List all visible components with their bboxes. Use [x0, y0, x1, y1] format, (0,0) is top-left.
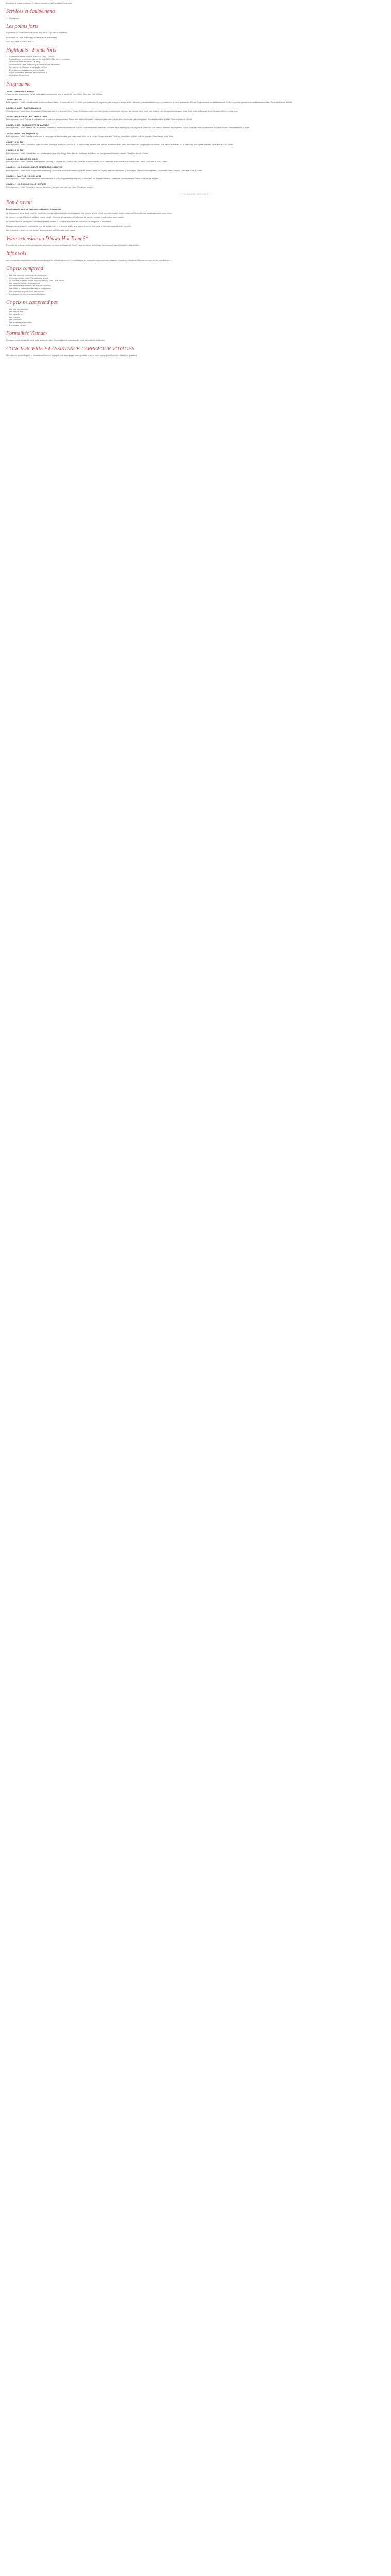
day-text: Petit-déjeuner à l'hôtel. Journée libre pour profiter de la plage d'An Bang, flâner dans les boutiques de tailleurs ou vous promener dans les rizières. Dîner libre et nuit à l'hôtel. — [6, 152, 149, 155]
list-item: • Découverte de Delta du Mékong en bateau et par les sentiers — [6, 64, 385, 66]
end-of-services-divider: *** FIN DE NOS SERVICES *** — [179, 193, 212, 195]
day-heading: JOUR 4 : BAIE D'HA LONG - HANOÏ - HUE — [6, 115, 47, 118]
bon-a-savoir-paragraph: Prévoyez des chaussures confortables pour les visites à pied et la journée à vélo, ainsi qu'une tenue correcte pour la visite des pagodes et des temples. — [6, 225, 131, 227]
programme-title: Programme — [6, 81, 31, 87]
list-item: • L'hébergement en hôtels 3* en chambre double — [6, 277, 385, 280]
list-item: • La croisière en jonque privée en baie d'Ha Long avec 1 nuit à bord — [6, 280, 385, 282]
list-item: • Croisière en bateau privé de Baie d'Ha Long — 2e nuit — [6, 56, 385, 58]
day-heading: JOUR 6 : HUE - HOI AN (140 KM) — [6, 132, 38, 135]
day-text: Petit-déjeuner à l'hôtel. Journée à vélo dans la campagne de Hue le matin, puis route vers Hoi An par le col des Nuages et arrêt à Da Nang. Installation à l'hôtel en fin de journée. Dîner libre et nuit à l'hôtel. — [6, 135, 174, 138]
list-item: • Visite du marché flottant de Cai Rang — [6, 61, 385, 63]
day-heading: JOUR 3 : HANOÏ - BAIE D'HA LONG — [6, 107, 41, 110]
day-block — [6, 115, 385, 121]
list-item: • L'assistance de notre représentant sur place — [6, 293, 385, 296]
day-block — [6, 158, 385, 163]
day-block — [6, 141, 385, 146]
services-title: Services et équipements — [6, 9, 56, 15]
day-heading: JOUR 7 : HOI AN — [6, 141, 23, 144]
points-line: Exploration du centre historique de Hoi An (UNESCO) à pied et en bateau — [6, 32, 67, 35]
day-text: Petit-déjeuner à l'hôtel. Visite de la Cité impériale, classée au patrimoine mondial de l'UNESCO, promenade en bateau sur la rivière des Parfums jusqu'à la pagode de Thien Mu, puis visite du tombeau de l'empereur Tu Duc. Déjeuner dans un restaurant de cuisine locale. Dîner libre et nuit à l'hôtel. — [6, 127, 250, 129]
hotels-text: Possibilité de prolonger votre séjour par une extension balnéaire au Dhawa Hoi Tram 5*, sur la côte sud du Vietnam. Nous consulter pour les tarifs et disponibilités. — [6, 244, 140, 246]
day-block — [6, 90, 385, 96]
formalites-title: Formalités Vietnam — [6, 331, 47, 337]
highlights-title: Highlights - Points forts — [6, 47, 56, 54]
list-item: • Les repas libres — [6, 313, 385, 316]
day-heading: JOUR 9 : HOI AN - HO CHI MINH — [6, 157, 38, 160]
bon-a-savoir-title: Bon à savoir — [6, 199, 33, 206]
day-text: Petit-déjeuner à l'hôtel. Visite matinale du marché flottant de Cai Rang puis retour vers Ho Chi Minh Ville. Fin d'après-midi libre. Dîner dans un restaurant de cuisine locale et nuit à l'hôtel. — [6, 177, 159, 180]
intro-text: Excursion à la carte composer. Ce prix ne comprend pas Formalités Consulaires — [6, 2, 73, 4]
day-text: À votre arrivée à l'aéroport d'Hanoï, votre guide vous accueille pour le transfert à votre hôtel. Dîner libre. Nuit à l'hôtel. — [6, 93, 103, 95]
programme-days — [6, 90, 385, 189]
day-block — [6, 132, 385, 138]
list-item: • Consignerie — [6, 17, 385, 20]
day-text: Petit-déjeuner à l'hôtel. Journée dédiée à la découverte d'Hanoï : le mausolée d'Ho Chi Minh (vue extérieure), la pagode au pilier unique, le temple de la Littérature, puis une balade en cyclo-pousse dans le vieux quartier des 36 rues. Déjeuner dans un restaurant local. En fin de journée, spectacle de marionnettes sur l'eau. Dîner libre et nuit à l'hôtel. — [6, 101, 293, 104]
day-block — [6, 183, 385, 189]
day-heading: JOUR 5 : HUE - DÉCOUVERTE DE LA VILLE — [6, 124, 50, 127]
list-item: • Assistance francophone — [6, 74, 385, 77]
day-block — [6, 107, 385, 112]
list-item: • Les vols internationaux — [6, 308, 385, 311]
list-item: • Les dépenses personnelles — [6, 321, 385, 324]
day-heading: JOUR 1 : ARRIVÉE À HANOÏ — [6, 90, 34, 93]
list-item: • Les vols intérieurs mentionnés au programme — [6, 274, 385, 277]
list-item: • Exploration du centre historique de Hoi An (UNESCO) à pied et en bateau — [6, 58, 385, 61]
list-item: • Les transferts et le transport en véhicule climatisé — [6, 285, 385, 287]
list-item: • Une journée à vélo dans la campagne de Hue — [6, 66, 385, 69]
services-list — [6, 17, 385, 20]
day-block — [6, 166, 385, 172]
list-item: • Les repas mentionnés au programme — [6, 282, 385, 285]
bon-a-savoir-paragraph: Le déroulement de ce circuit peut être modifié en fonction des conditions météorologiques, des horaires de vols et des impératifs locaux, tout en respectant l'ensemble des visites prévues au programme. — [6, 212, 172, 214]
bon-a-savoir-lead: Départ garanti à partir de 2 personnes et jusqu'à 16 personnes — [6, 208, 61, 210]
excluded-list — [6, 308, 385, 327]
infos-vols-text: Les horaires des vols intérieurs sont communiqués à titre indicatif et peuvent être modifiés par les compagnies aériennes. Les bagages en soute sont limités à 20 kg par personne sur les vols intérieurs. — [6, 259, 171, 262]
day-block — [6, 98, 385, 104]
points-title: Les points forts — [6, 24, 38, 30]
formalites-text: Passeport valide au moins 6 mois après la date de retour. Visa obligatoire, nous consulter pour les modalités d'obtention. — [6, 339, 106, 342]
day-heading: JOUR 8 : HOI AN — [6, 149, 23, 152]
day-heading: JOUR 2 : HANOÏ — [6, 98, 22, 101]
day-text: Petit-déjeuner à l'hôtel. Temps libre jusqu'au transfert à l'aéroport pour votre vol retour. Fin de nos services. — [6, 186, 94, 189]
list-item: • Les visites et entrées mentionnées au programme — [6, 287, 385, 290]
conciergerie-title: CONCIERGERIE ET ASSISTANCE CARREFOUR VOYAGES — [6, 346, 134, 352]
day-heading: JOUR 12 : HO CHI MINH VILLE - DÉPART — [6, 183, 46, 186]
included-title: Ce prix comprend — [6, 266, 43, 272]
day-text: Petit-déjeuner à l'hôtel. Route vers la baie d'Ha Long à travers le delta du Fleuve Rouge. Embarquement à bord d'une jonque traditionnelle. Déjeuner de fruits de mer à bord, puis croisière parmi les pitons karstiques, visite d'une grotte et baignade selon la saison. Dîner et nuit à bord. — [6, 110, 238, 112]
list-item: • Dîner dans un restaurant de cuisine locale — [6, 69, 385, 72]
list-item: • Les pourboires — [6, 319, 385, 321]
bon-a-savoir-paragraph: Les déjeuners et dîners non mentionnés au programme sont libres et à votre charge. — [6, 229, 76, 231]
list-item: • Les boissons — [6, 316, 385, 319]
day-text: Petit-déjeuner à l'hôtel. Transfert à l'aéroport de Da Nang et vol pour Ho Chi Minh Ville. Visite de la poste centrale, de la cathédrale Notre-Dame et du marché Ben Thanh. Dîner libre et nuit à l'hôtel. — [6, 161, 168, 163]
day-heading: JOUR 10 : HO CHI MINH - DELTA DU MÉKONG - CAN THO — [6, 166, 63, 169]
day-text: Petit-déjeuner à l'hôtel. Exploration à pied du centre historique de Hoi An (UNESCO) : le pont couvert japonais, les maisons anciennes et les salles de réunion des congrégations chinoises, puis balade en bateau sur la rivière Thu Bon. Après-midi libre. Dîner libre et nuit à l'hôtel. — [6, 144, 234, 146]
day-block — [6, 175, 385, 180]
hotels-title: Votre extension au Dhawa Hoi Tram 5* — [6, 235, 88, 242]
infos-vols-title: Infos vols — [6, 251, 26, 257]
list-item: • Les frais de visa — [6, 311, 385, 313]
page-content — [0, 0, 391, 369]
day-text: Petit-déjeuner à bord. Suite de la croisière dans la baie puis débarquement. Retour vers Hanoï et transfert à l'aéroport pour votre vol vers Hue, l'ancienne capitale impériale. Accueil et transfert à l'hôtel. Dîner libre et nuit à l'hôtel. — [6, 118, 193, 121]
list-item: • L'assurance voyage — [6, 324, 385, 327]
included-list — [6, 274, 385, 296]
points-line: Vous séjournez à l'Hôtel Lotus 3* — [6, 40, 34, 43]
day-heading: JOUR 11 : CAN THO - HO CHI MINH — [6, 174, 41, 177]
day-text: Petit-déjeuner à l'hôtel. Route vers le delta du Mékong. Découverte du delta en bateau et par les sentiers, visite de vergers, d'ateliers artisanaux et de villages. Déjeuner chez l'habitant. Continuation vers Can Tho. Dîner libre et nuit à l'hôtel. — [6, 169, 202, 172]
points-line: Découverte de Delta du Mékong en bateau et par les sentiers — [6, 36, 57, 39]
day-block — [6, 149, 385, 155]
highlights-list — [6, 56, 385, 77]
conciergerie-text: Notre service de conciergerie et d'assistance Carrefour Voyages vous accompagne avant, pendant et après votre voyage pour répondre à toutes vos questions. — [6, 354, 138, 357]
list-item: • Séjour confortable dans des établissements 3* — [6, 72, 385, 74]
list-item: • Les services d'un guide local francophone — [6, 291, 385, 293]
bon-a-savoir-paragraph: La croisière en baie d'Ha Long se fait en jonque privée ; l'itinéraire de navigation est défini par les autorités locales et peut évoluer sans préavis. — [6, 216, 124, 219]
bon-a-savoir-paragraph: Le nombre de nuits à bord et les activités proposées pendant la croisière dépendent des conditions de navigation et de la saison. — [6, 221, 112, 223]
excluded-title: Ce prix ne comprend pas — [6, 299, 58, 306]
day-block — [6, 124, 385, 129]
